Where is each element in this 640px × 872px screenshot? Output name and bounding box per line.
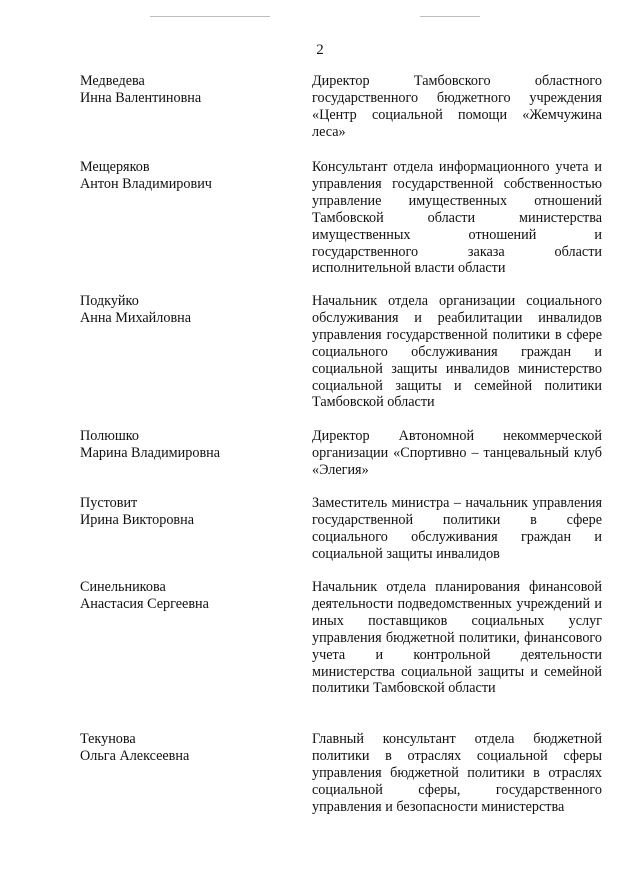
person-name bbox=[80, 731, 280, 765]
person-position: Главный консультант отдела бюджетной политики в отраслях социальной сферы управления бюджетной политики в отраслях социальной сферы, государственного управления и безопасности министерства bbox=[312, 731, 602, 815]
person-surname: Пустовит bbox=[80, 495, 138, 511]
person-name bbox=[80, 495, 280, 529]
person-surname: Текунова bbox=[80, 731, 136, 747]
person-surname: Полюшко bbox=[80, 428, 140, 444]
person-given-names: Марина Владимировна bbox=[80, 444, 221, 461]
person-position: Консультант отдела информационного учета и управления государственной собственностью управление имущественных отношений Тамбовской области министерства имущественных отношений и государственного заказа области исполнительной власти области bbox=[312, 159, 602, 277]
person-name bbox=[80, 159, 280, 193]
person-name bbox=[80, 579, 280, 613]
person-surname: Медведева bbox=[80, 73, 145, 89]
person-position: Директор Тамбовского областного государственного бюджетного учреждения «Центр социальной помощи «Жемчужина леса» bbox=[312, 73, 602, 140]
person-given-names: Анастасия Сергеевна bbox=[80, 595, 209, 612]
person-name bbox=[80, 73, 280, 107]
person-surname: Мещеряков bbox=[80, 159, 150, 175]
person-name bbox=[80, 428, 280, 462]
person-surname: Синельникова bbox=[80, 579, 166, 595]
person-given-names: Ольга Алексеевна bbox=[80, 747, 190, 764]
page-number: 2 bbox=[316, 42, 324, 58]
scan-mark-right bbox=[420, 16, 480, 17]
person-given-names: Антон Владимирович bbox=[80, 175, 212, 192]
scan-mark-left bbox=[150, 16, 270, 17]
person-position: Начальник отдела планирования финансовой деятельности подведомственных учреждений и иных поставщиков социальных услуг управления бюджетной политики, финансового учета и контрольной деятельности министерства социальной защиты и семейной политики Тамбовской области bbox=[312, 579, 602, 697]
person-given-names: Ирина Викторовна bbox=[80, 511, 195, 528]
person-name bbox=[80, 293, 280, 327]
person-position: Начальник отдела организации социального обслуживания и реабилитации инвалидов управления государственной политики в сфере социального обслуживания граждан и социальной защиты инвалидов министерство социальной защиты и семейной политики Тамбовской области bbox=[312, 293, 602, 411]
person-surname: Подкуйко bbox=[80, 293, 139, 309]
person-position: Заместитель министра – начальник управления государственной политики в сфере социального обслуживания граждан и социальной защиты инвалидов bbox=[312, 495, 602, 562]
person-given-names: Инна Валентиновна bbox=[80, 89, 202, 106]
person-position: Директор Автономной некоммерческой организации «Спортивно – танцевальный клуб «Элегия» bbox=[312, 428, 602, 478]
person-given-names: Анна Михайловна bbox=[80, 309, 192, 326]
